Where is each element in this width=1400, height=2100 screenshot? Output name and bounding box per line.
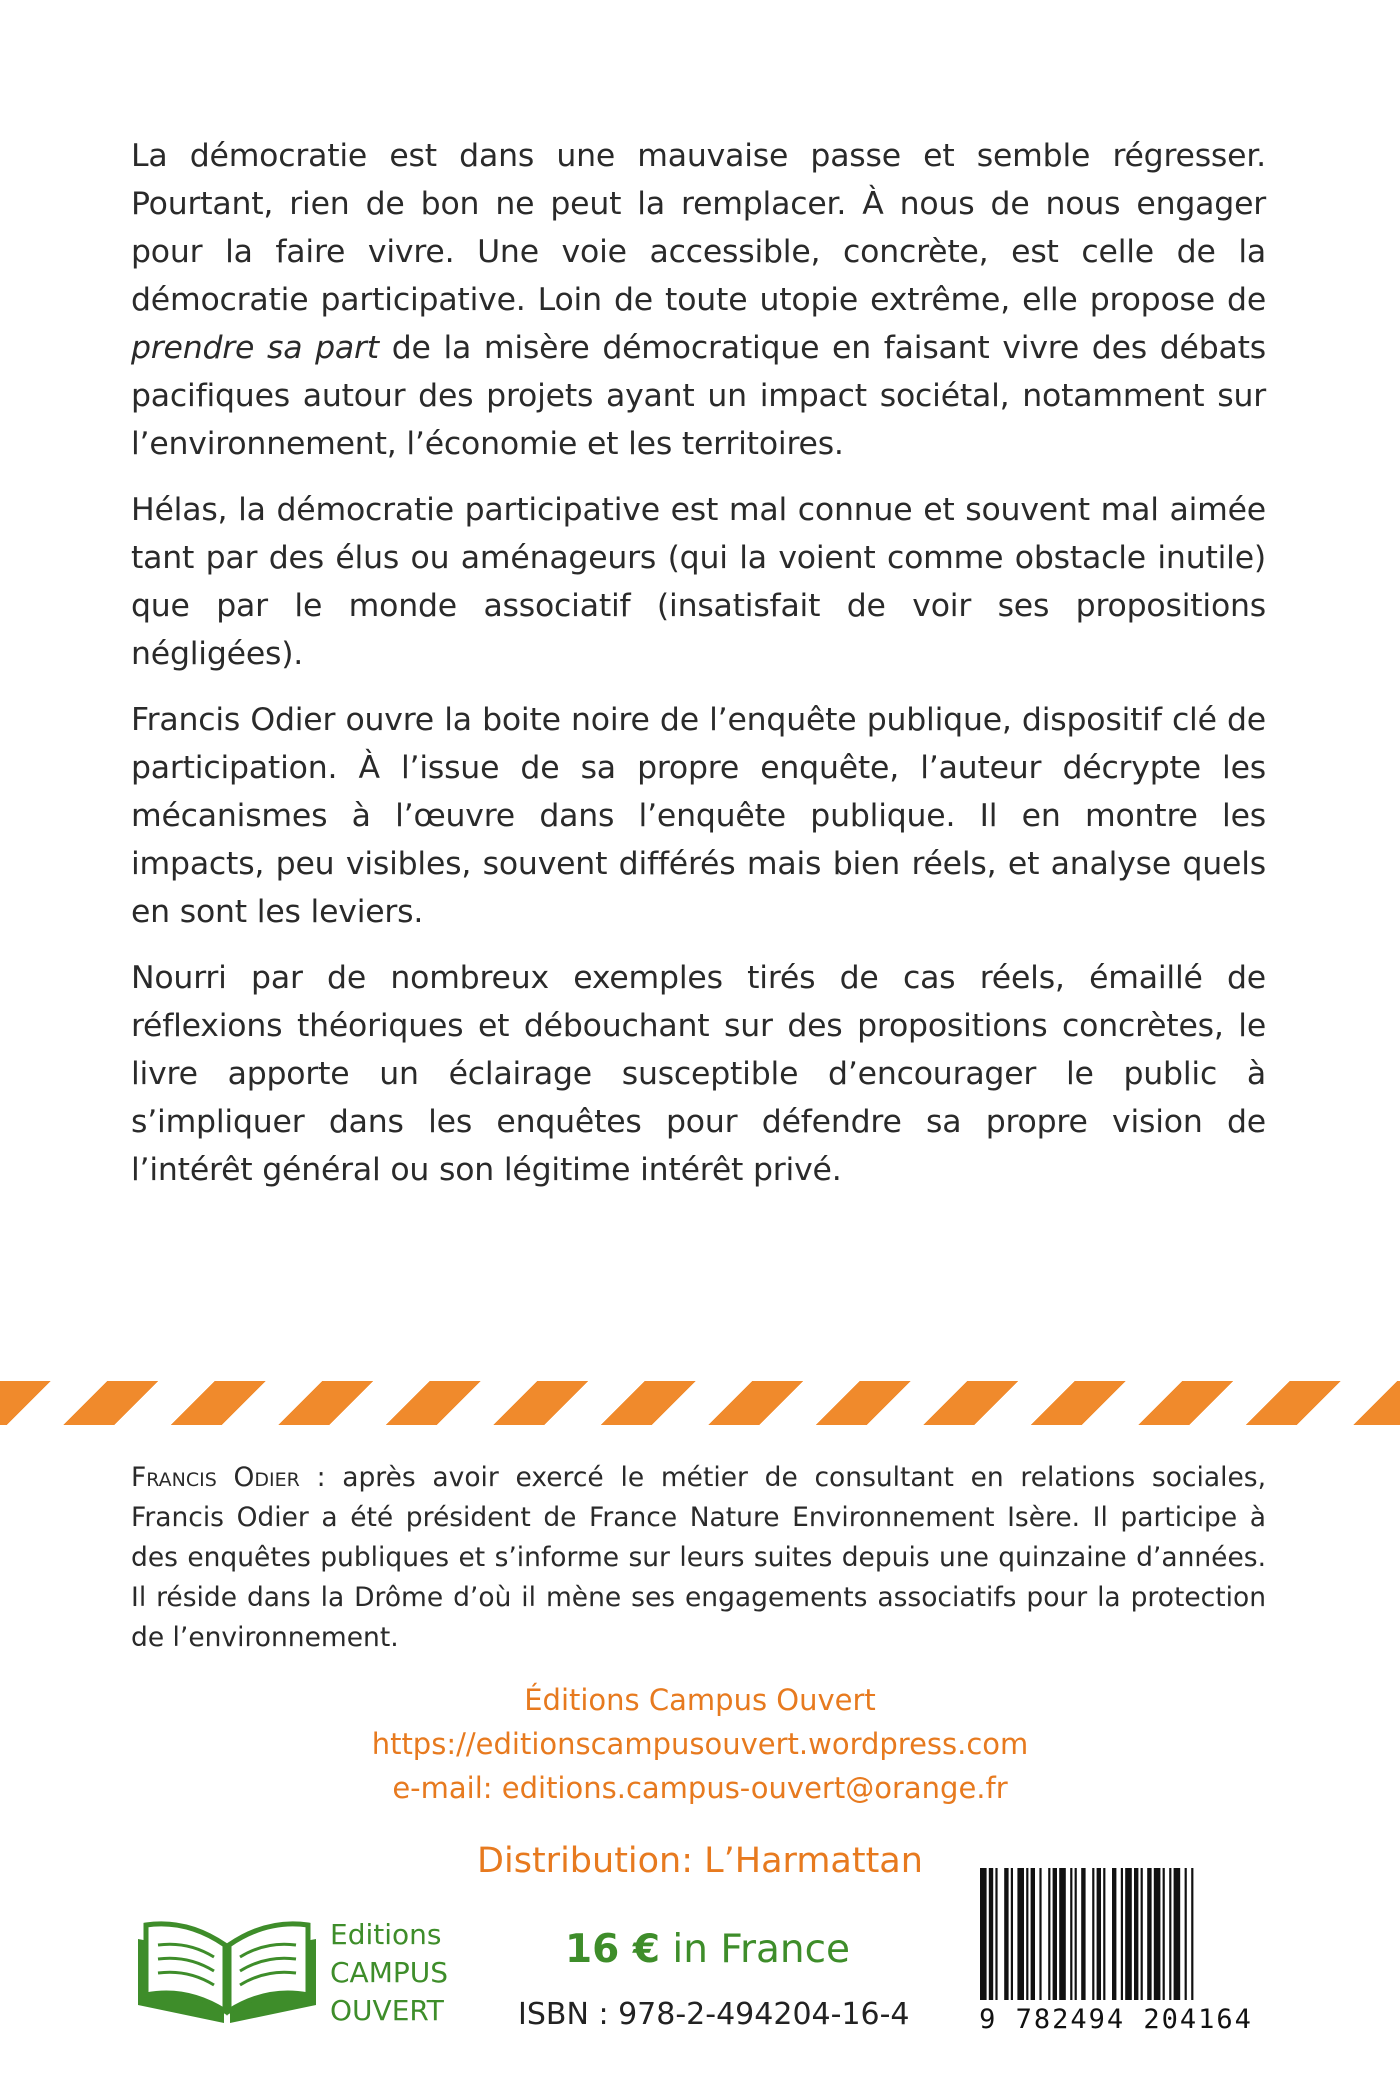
blurb-text: La démocratie est dans une mauvaise passe et semble régresser. Pourtant, rien de bon ne peut la remplacer. À nous de nous engager pour la faire vivre. Une voie accessible, concrète, est celle de la démocratie participative. Loin de toute utopie extrême, elle propose de	[131, 138, 1266, 318]
barcode-bar	[1075, 1868, 1077, 2000]
barcode-bar	[1141, 1868, 1143, 2000]
barcode-bar	[995, 1868, 997, 2000]
blurb-italic-text: prendre sa part	[131, 330, 379, 366]
author-bio-text: : après avoir exercé le métier de consultant en relations sociales, Francis Odier a été président de France Nature Environnement Isère. Il participe à des enquêtes publiques et s’informe sur leurs suites depuis une quinzaine d’années. Il réside dans la Drôme d’où il mène ses engagements associatifs pour la protection de l’environnement.	[131, 1462, 1266, 1653]
barcode-bar	[1070, 1868, 1072, 2000]
logo-line-2: CAMPUS	[330, 1956, 449, 1989]
publisher-email: e-mail: editions.campus-ouvert@orange.fr	[392, 1771, 1008, 1805]
publisher-name: Éditions Campus Ouvert	[524, 1683, 876, 1717]
distribution-line: Distribution: L’Harmattan	[477, 1841, 923, 1881]
author-bio	[131, 1458, 1266, 1658]
barcode-bar	[1163, 1868, 1165, 2000]
blurb-paragraph-2: Hélas, la démocratie participative est mal connue et souvent mal aimée tant par des élus ou aménageurs (qui la voient comme obstacle inutile) que par le monde associatif (insatisfait de voir ses propositions négligées).	[131, 492, 1266, 672]
barcode-bar	[1092, 1868, 1094, 2018]
barcode-bar	[1026, 1868, 1028, 2000]
barcode-bar	[1191, 1868, 1193, 2018]
open-book-icon	[132, 1915, 322, 2030]
blurb-paragraph-4: Nourri par de nombreux exemples tirés de cas réels, émaillé de réflexions théoriques et débouchant sur des propositions concrètes, le livre apporte un éclairage susceptible d’encourager le public à s’impliquer dans les enquêtes pour défendre sa propre vision de l’intérêt général ou son légitime intérêt privé.	[131, 960, 1266, 1188]
blurb-paragraph-1	[131, 132, 1266, 468]
barcode-bar	[1017, 1868, 1024, 2000]
author-name: Francis Odier	[131, 1462, 300, 1493]
barcode-bar	[980, 1868, 987, 2018]
barcode-bar	[1011, 1868, 1013, 2000]
logo-line-3: OUVERT	[330, 1994, 444, 2027]
barcode-bar	[1004, 1868, 1008, 2000]
barcode-bar	[1039, 1868, 1041, 2000]
barcode-bar	[1081, 1868, 1085, 2000]
barcode-bar	[1185, 1868, 1187, 2000]
blurb-text: de la misère démocratique en faisant vivre des débats pacifiques autour des projets ayant un impact sociétal, notamment sur l’environnement, l’économie et les territoires.	[131, 330, 1266, 462]
barcode-bar	[1103, 1868, 1105, 2000]
blurb-paragraph-3: Francis Odier ouvre la boite noire de l’enquête publique, dispositif clé de participation. À l’issue de sa propre enquête, l’auteur décrypte les mécanismes à l’œuvre dans l’enquête publique. Il en montre les impacts, peu visibles, souvent différés mais bien réels, et analyse quels en sont les leviers.	[131, 702, 1266, 930]
barcode-bar	[1154, 1868, 1161, 2000]
barcode-bar	[989, 1868, 993, 2018]
publisher-info	[0, 1678, 1400, 1810]
price-amount: 16 €	[565, 1927, 660, 1972]
barcode-bar	[1059, 1868, 1066, 2000]
barcode-bar	[1169, 1868, 1171, 2000]
barcode-bar	[1147, 1868, 1151, 2000]
isbn-number: ISBN : 978-2-494204-16-4	[518, 1997, 910, 2032]
barcode-digits: 9 782494 204164	[966, 2000, 1266, 2040]
price-suffix: in France	[660, 1927, 851, 1972]
publisher-logo-text	[330, 1916, 448, 2030]
barcode-bar	[1031, 1868, 1035, 2000]
barcode-bar	[1112, 1868, 1116, 2000]
price	[565, 1925, 850, 1975]
publisher-url: https://editionscampusouvert.wordpress.com	[371, 1727, 1029, 1761]
back-cover-blurb	[131, 132, 1266, 1212]
hazard-stripe-divider	[0, 1381, 1400, 1425]
barcode-bar	[1053, 1868, 1057, 2000]
barcode-bar	[1125, 1868, 1132, 2000]
barcode-bar	[1097, 1868, 1101, 2000]
logo-line-1: Editions	[330, 1918, 442, 1951]
barcode-bar	[1134, 1868, 1138, 2000]
barcode-bar	[1048, 1868, 1050, 2000]
barcode-bar	[1174, 1868, 1181, 2000]
barcode-bar	[1121, 1868, 1123, 2000]
